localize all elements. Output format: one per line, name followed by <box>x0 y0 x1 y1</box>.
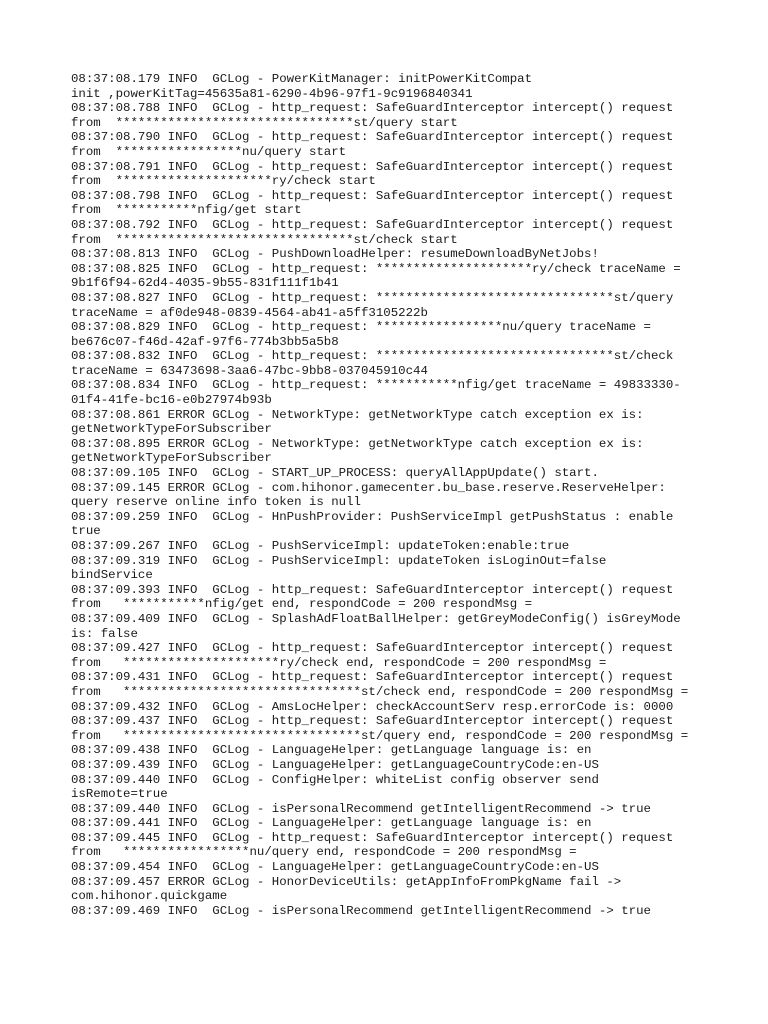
log-line: 08:37:08.825 INFO GCLog - http_request: *********************ry/check traceName = <box>71 261 681 276</box>
log-line: from *********************ry/check end, respondCode = 200 respondMsg = <box>71 655 607 670</box>
log-line: traceName = 63473698-3aa6-47bc-9bb8-037045910c44 <box>71 363 428 378</box>
log-line: 08:37:08.834 INFO GCLog - http_request: ***********nfig/get traceName = 49833330- <box>71 378 681 393</box>
log-line: 08:37:09.457 ERROR GCLog - HonorDeviceUtils: getAppInfoFromPkgName fail -> <box>71 874 622 889</box>
log-line: from ********************************st/check end, respondCode = 200 respondMsg = <box>71 684 689 699</box>
log-line: traceName = af0de948-0839-4564-ab41-a5ff3105222b <box>71 305 428 320</box>
log-line: 08:37:09.267 INFO GCLog - PushServiceImpl: updateToken:enable:true <box>71 539 570 553</box>
log-line: is: false <box>71 626 138 641</box>
log-line: 08:37:09.438 INFO GCLog - LanguageHelper: getLanguage language is: en <box>71 743 592 758</box>
log-line: 08:37:09.441 INFO GCLog - LanguageHelper: getLanguage language is: en <box>71 816 592 831</box>
log-line: from ********************************st/query end, respondCode = 200 respondMsg = <box>71 728 689 743</box>
log-line: 08:37:08.798 INFO GCLog - http_request: SafeGuardInterceptor intercept() request <box>71 188 674 203</box>
log-line: 08:37:09.319 INFO GCLog - PushServiceImpl: updateToken isLoginOut=false <box>71 553 607 568</box>
log-line: 08:37:09.445 INFO GCLog - http_request: SafeGuardInterceptor intercept() request <box>71 830 674 845</box>
log-line: 08:37:08.829 INFO GCLog - http_request: *****************nu/query traceName = <box>71 320 651 335</box>
log-line: 08:37:09.145 ERROR GCLog - com.hihonor.gamecenter.bu_base.reserve.ReserveHelper: <box>71 480 666 495</box>
log-line: com.hihonor.quickgame <box>71 889 228 904</box>
log-line: getNetworkTypeForSubscriber <box>71 422 272 437</box>
log-line: from *********************ry/check start <box>71 174 376 189</box>
log-line: from ********************************st/query start <box>71 115 458 130</box>
log-line: 08:37:08.832 INFO GCLog - http_request: ********************************st/check <box>71 349 674 364</box>
log-line: 08:37:09.437 INFO GCLog - http_request: SafeGuardInterceptor intercept() request <box>71 714 674 729</box>
log-line: 08:37:09.431 INFO GCLog - http_request: SafeGuardInterceptor intercept() request <box>71 670 674 685</box>
log-line: query reserve online info token is null <box>71 495 361 510</box>
log-text-block <box>71 72 751 918</box>
log-line: 08:37:08.179 INFO GCLog - PowerKitManager: initPowerKitCompat <box>71 72 533 86</box>
log-line: 08:37:09.409 INFO GCLog - SplashAdFloatBallHelper: getGreyModeConfig() isGreyMode <box>71 611 681 626</box>
log-line: isRemote=true <box>71 787 168 802</box>
log-line: 08:37:09.432 INFO GCLog - AmsLocHelper: checkAccountServ resp.errorCode is: 0000 <box>71 699 674 714</box>
log-line: from ***********nfig/get end, respondCode = 200 respondMsg = <box>71 597 533 612</box>
log-line: 08:37:09.105 INFO GCLog - START_UP_PROCESS: queryAllAppUpdate() start. <box>71 466 599 481</box>
log-line: 08:37:09.393 INFO GCLog - http_request: SafeGuardInterceptor intercept() request <box>71 582 674 597</box>
log-line: true <box>71 524 101 539</box>
log-line: from *****************nu/query end, respondCode = 200 respondMsg = <box>71 845 577 860</box>
log-line: 08:37:09.259 INFO GCLog - HnPushProvider: PushServiceImpl getPushStatus : enable <box>71 509 674 524</box>
log-line: 08:37:09.469 INFO GCLog - isPersonalRecommend getIntelligentRecommend -> true <box>71 903 651 918</box>
log-line: from ***********nfig/get start <box>71 203 302 218</box>
log-line: 08:37:09.440 INFO GCLog - isPersonalRecommend getIntelligentRecommend -> true <box>71 801 651 816</box>
log-line: bindService <box>71 568 153 583</box>
log-line: from *****************nu/query start <box>71 144 347 159</box>
log-line: 08:37:08.827 INFO GCLog - http_request: ********************************st/query <box>71 290 674 305</box>
log-line: 08:37:08.791 INFO GCLog - http_request: SafeGuardInterceptor intercept() request <box>71 159 674 174</box>
log-line: 08:37:09.454 INFO GCLog - LanguageHelper: getLanguageCountryCode:en-US <box>71 860 599 875</box>
log-line: 08:37:09.427 INFO GCLog - http_request: SafeGuardInterceptor intercept() request <box>71 641 674 656</box>
log-line: init ,powerKitTag=45635a81-6290-4b96-97f1-9c9196840341 <box>71 86 473 101</box>
log-line: from ********************************st/check start <box>71 232 458 247</box>
log-line: 08:37:08.792 INFO GCLog - http_request: SafeGuardInterceptor intercept() request <box>71 217 674 232</box>
log-line: 08:37:08.813 INFO GCLog - PushDownloadHelper: resumeDownloadByNetJobs! <box>71 247 599 262</box>
log-line: 9b1f6f94-62d4-4035-9b55-831f111f1b41 <box>71 276 339 291</box>
log-line: 08:37:08.788 INFO GCLog - http_request: SafeGuardInterceptor intercept() request <box>71 101 674 116</box>
log-line: 08:37:08.790 INFO GCLog - http_request: SafeGuardInterceptor intercept() request <box>71 130 674 145</box>
log-line: getNetworkTypeForSubscriber <box>71 451 272 466</box>
log-line: 08:37:09.439 INFO GCLog - LanguageHelper: getLanguageCountryCode:en-US <box>71 757 599 772</box>
log-line: 08:37:09.440 INFO GCLog - ConfigHelper: whiteList config observer send <box>71 772 599 787</box>
log-line: be676c07-f46d-42af-97f6-774b3bb5a5b8 <box>71 334 339 349</box>
log-line: 01f4-41fe-bc16-e0b27974b93b <box>71 393 272 408</box>
log-line: 08:37:08.861 ERROR GCLog - NetworkType: getNetworkType catch exception ex is: <box>71 407 644 422</box>
log-line: 08:37:08.895 ERROR GCLog - NetworkType: getNetworkType catch exception ex is: <box>71 436 644 451</box>
